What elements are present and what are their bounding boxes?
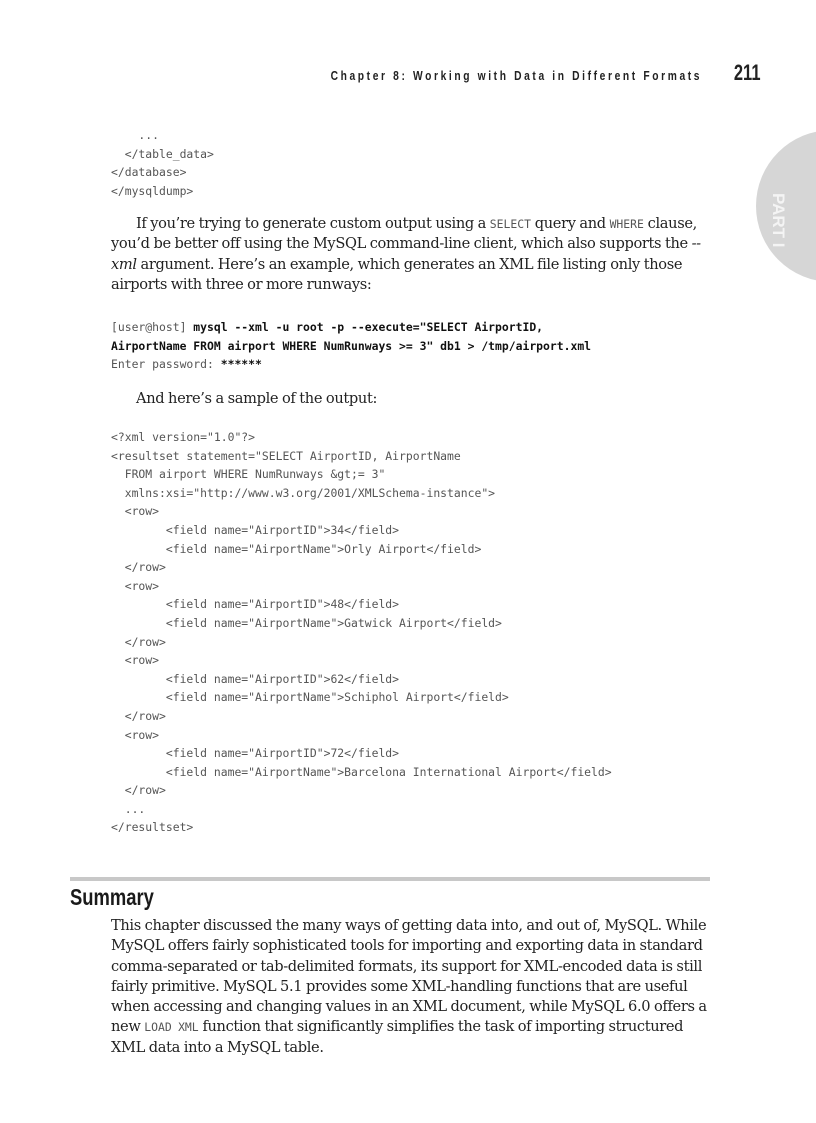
code-line: ... (111, 128, 160, 142)
body-paragraph-sample-intro: And here’s a sample of the output: (136, 390, 378, 407)
code-line: <field name="AirportName">Schiphol Airport</field> (111, 690, 509, 705)
code-line: <field name="AirportID">72</field> (111, 746, 400, 761)
inline-code-select: SELECT (489, 217, 531, 231)
code-line: <field name="AirportName">Orly Airport</field> (111, 541, 482, 556)
code-line: </mysqldump> (111, 183, 194, 198)
code-line: <row> (111, 578, 160, 593)
code-line: FROM airport WHERE NumRunways &gt;= 3" (111, 467, 386, 482)
shell-prompt: [user@host] (111, 320, 194, 334)
xml-argument: --xml (111, 235, 701, 273)
body-paragraph-custom-output: If you’re trying to generate custom output using a SELECT query and WHERE clause, you’d be better off using the MySQL command-line client, which also supports the --xml argument. Here’s an example, which generates an XML file listing only those airports with three or more runways: (111, 215, 701, 293)
code-line: <field name="AirportName">Gatwick Airport</field> (111, 615, 502, 630)
running-header (0, 60, 760, 85)
code-line: </row> (111, 708, 166, 723)
command-line-2: AirportName FROM airport WHERE NumRunways >= 3" db1 > /tmp/airport.xml (111, 338, 592, 353)
code-line: <field name="AirportID">48</field> (111, 597, 400, 612)
code-line: <row> (111, 653, 160, 668)
command-line-1: mysql --xml -u root -p --execute="SELECT AirportID, (193, 320, 544, 334)
code-block-mysqldump-end (111, 126, 214, 200)
inline-code-load-xml: LOAD XML (144, 1020, 199, 1035)
part-tab-label: PART I (769, 193, 788, 248)
code-line: <field name="AirportID">62</field> (111, 671, 400, 686)
section-divider (70, 877, 710, 881)
code-line: xmlns:xsi="http://www.w3.org/2001/XMLSchema-instance"> (111, 485, 496, 500)
code-line: </resultset> (111, 820, 194, 835)
code-line: <field name="AirportName">Barcelona International Airport</field> (111, 764, 612, 779)
page-number: 211 (733, 60, 760, 85)
code-line: </row> (111, 560, 166, 575)
code-line: <resultset statement="SELECT AirportID, AirportName (111, 448, 461, 463)
code-line: ... (111, 801, 146, 816)
code-line: <row> (111, 504, 160, 519)
code-line: <field name="AirportID">34</field> (111, 522, 400, 537)
code-line: </row> (111, 783, 166, 798)
chapter-title: Chapter 8: Working with Data in Different Formats (330, 69, 703, 83)
code-block-xml-output (111, 428, 612, 837)
code-line: <row> (111, 727, 160, 742)
code-line: </row> (111, 634, 166, 649)
summary-paragraph: This chapter discussed the many ways of getting data into, and out of, MySQL. While MySQL offers fairly sophisticated tools for importing and exporting data in standard comma-separated or tab-delimited formats, its support for XML-encoded data is still fairly primitive. MySQL 5.1 provides some XML-handling functions that are useful when accessing and changing values in an XML document, while MySQL 6.0 offers a new LOAD XML function that significantly simplifies the task of importing structured XML data into a MySQL table. (111, 917, 707, 1056)
code-line: </table_data> (111, 146, 214, 161)
password-label: Enter password: (111, 357, 221, 372)
code-line: <?xml version="1.0"?> (111, 430, 256, 444)
password-mask: ****** (220, 357, 262, 372)
code-line: </database> (111, 165, 187, 180)
section-heading-summary: Summary (70, 884, 154, 910)
code-block-mysql-command (111, 318, 591, 374)
inline-code-where: WHERE (609, 217, 644, 231)
